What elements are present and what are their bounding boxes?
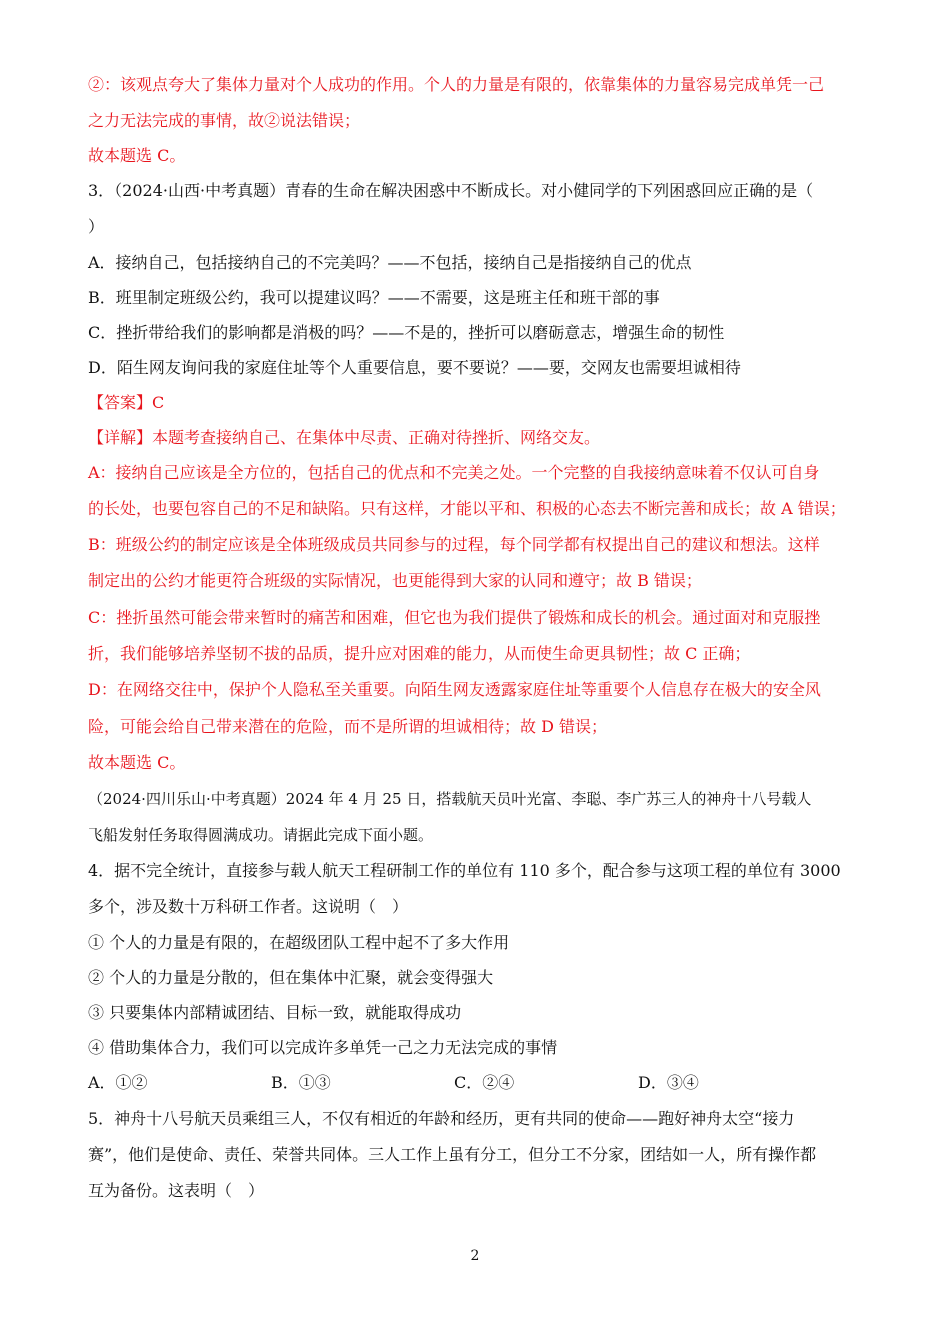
analysis-line: 折，我们能够培养坚韧不拔的品质，提升应对困难的能力，从而使生命更具韧性；故 C 正确； [88,644,751,663]
analysis-line: A：接纳自己应该是全方位的，包括自己的优点和不完美之处。一个完整的自我接纳意味着不仅认可自身 [88,463,820,482]
analysis-conclusion: 故本题选 C。 [88,753,186,772]
question-4-item: ④ 借助集体合力，我们可以完成许多单凭一己之力无法完成的事情 [88,1038,558,1057]
question-4-item: ③ 只要集体内部精诚团结、目标一致，就能取得成功 [88,1003,462,1022]
page-number: 2 [470,1248,480,1264]
question-3-option-b: B．班里制定班级公约，我可以提建议吗？——不需要，这是班主任和班干部的事 [88,288,660,307]
analysis-line: ②：该观点夸大了集体力量对个人成功的作用。个人的力量是有限的，依靠集体的力量容易完成单凭一己 [88,75,825,94]
material-intro: （2024·四川乐山·中考真题）2024 年 4 月 25 日，搭载航天员叶光富、李聪、李广苏三人的神舟十八号载人 [88,790,812,808]
question-4-option-a: A．①② [88,1073,148,1092]
question-4-item: ② 个人的力量是分散的，但在集体中汇聚，就会变得强大 [88,968,494,987]
analysis-line: 之力无法完成的事情，故②说法错误； [88,111,361,130]
question-4-option-c: C．②④ [454,1073,515,1092]
question-3-stem: 3．（2024·山西·中考真题）青春的生命在解决困惑中不断成长。对小健同学的下列困惑回应正确的是（ [88,181,814,200]
question-5-stem: 赛”，他们是使命、责任、荣誉共同体。三人工作上虽有分工，但分工不分家，团结如一人，所有操作都 [88,1145,817,1164]
question-5-stem: 5．神舟十八号航天员乘组三人，不仅有相近的年龄和经历，更有共同的使命——跑好神舟太空“接力 [88,1109,795,1128]
answer-label: 【答案】C [88,393,165,412]
analysis-line: B：班级公约的制定应该是全体班级成员共同参与的过程，每个同学都有权提出自己的建议和想法。这样 [88,535,820,554]
question-3-stem: ） [88,217,105,236]
analysis-line: 险，可能会给自己带来潜在的危险，而不是所谓的坦诚相待；故 D 错误； [88,717,608,736]
question-4-item: ① 个人的力量是有限的，在超级团队工程中起不了多大作用 [88,933,510,952]
question-3-option-c: C．挫折带给我们的影响都是消极的吗？——不是的，挫折可以磨砺意志，增强生命的韧性 [88,323,725,342]
material-intro: 飞船发射任务取得圆满成功。请据此完成下面小题。 [88,826,434,844]
question-4-option-b: B．①③ [271,1073,331,1092]
analysis-line: C：挫折虽然可能会带来暂时的痛苦和困难，但它也为我们提供了锻炼和成长的机会。通过面对和克服挫 [88,608,821,627]
analysis-line: D：在网络交往中，保护个人隐私至关重要。向陌生网友透露家庭住址等重要个人信息存在极大的安全风 [88,680,821,699]
analysis-line: 的长处，也要包容自己的不足和缺陷。只有这样，才能以平和、积极的心态去不断完善和成长；故 A 错误； [88,499,846,518]
analysis-line: 制定出的公约才能更符合班级的实际情况，也更能得到大家的认同和遵守；故 B 错误； [88,571,702,590]
question-4-stem: 4．据不完全统计，直接参与载人航天工程研制工作的单位有 110 多个，配合参与这项工程的单位有 3000 [88,861,841,880]
analysis-conclusion: 故本题选 C。 [88,146,186,165]
question-3-option-d: D．陌生网友询问我的家庭住址等个人重要信息，要不要说？——要，交网友也需要坦诚相待 [88,358,741,377]
question-5-stem: 互为备份。这表明（ ） [88,1181,265,1200]
question-4-stem: 多个，涉及数十万科研工作者。这说明（ ） [88,897,409,916]
question-4-option-d: D．③④ [638,1073,699,1092]
detail-label: 【详解】本题考查接纳自己、在集体中尽责、正确对待挫折、网络交友。 [88,428,601,447]
question-3-option-a: A．接纳自己，包括接纳自己的不完美吗？——不包括，接纳自己是指接纳自己的优点 [88,253,692,272]
